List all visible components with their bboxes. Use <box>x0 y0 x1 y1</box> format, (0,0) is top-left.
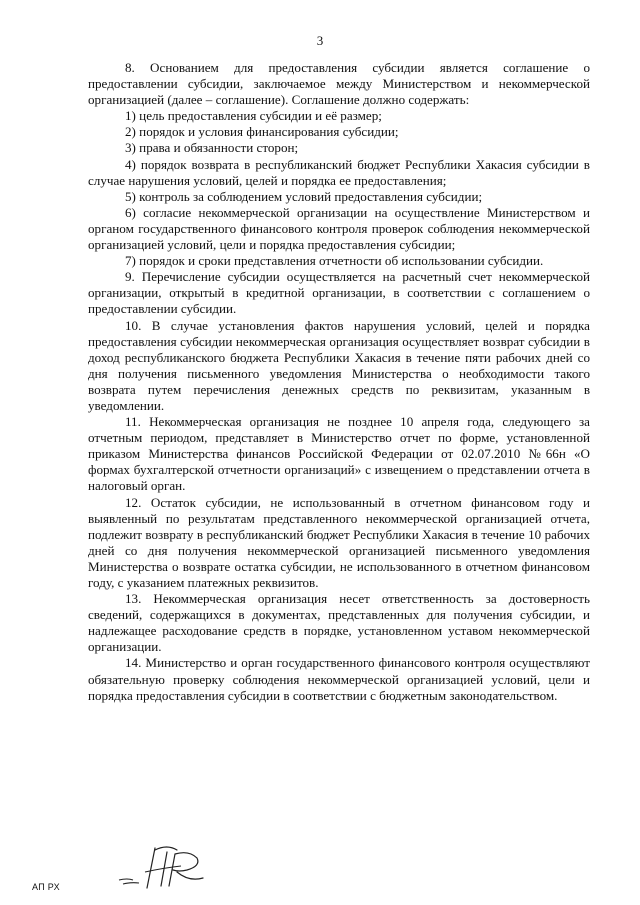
paragraph-13: 13. Некоммерческая организация несет ответственность за достоверность сведений, содержащихся в документах, представленных для получения субсидии, и надлежащее расходование средств в порядке, установленном уставом некоммерческой организации. <box>88 591 590 655</box>
handwritten-signature <box>117 842 217 892</box>
footer-code: АП РХ <box>32 882 60 892</box>
paragraph-12: 12. Остаток субсидии, не использованный в отчетном финансовом году и выявленный по результатам представленного некоммерческой организацией отчета, подлежит возврату в республиканский бюджет Республики Хакасия в течение 10 рабочих дней со дня получения некоммерческой организацией письменного уведомления Министерства о возврате остатка субсидии, не использованного в отчетном финансовом году, с указанием платежных реквизитов. <box>88 494 590 590</box>
paragraph-8-item-6: 6) согласие некоммерческой организации на осуществление Министерством и органом государственного финансового контроля проверок соблюдения некоммерческой организацией условий, цели и порядка предоставления субсидии; <box>88 204 590 253</box>
paragraph-8-item-1: 1) цель предоставления субсидии и её размер; <box>125 108 382 124</box>
paragraph-9: 9. Перечисление субсидии осуществляется на расчетный счет некоммерческой организации, открытый в кредитной организации, в соответствии с соглашением о предоставлении субсидии. <box>88 269 590 317</box>
paragraph-11: 11. Некоммерческая организация не позднее 10 апреля года, следующего за отчетным периодом, представляет в Министерство отчет по форме, установленной приказом Министерства финансов Российской Федерации от 02.07.2010 №66н «О формах бухгалтерской отчетности организаций» с извещением о представлении отчета в налоговый орган. <box>88 414 590 494</box>
paragraph-8-item-7: 7) порядок и сроки представления отчетности об использовании субсидии. <box>125 253 544 269</box>
paragraph-8: 8. Основанием для предоставления субсидии является соглашение о предоставлении субсидии, заключаемое между Министерством и некоммерческой организацией (далее – соглашение). Соглашение должно содержать: <box>88 60 590 108</box>
paragraph-8-item-2: 2) порядок и условия финансирования субсидии; <box>125 124 399 140</box>
page-number: 3 <box>316 33 324 48</box>
document-body <box>88 60 590 704</box>
paragraph-10: 10. В случае установления фактов нарушения условий, целей и порядка предоставления субсидии некоммерческая организация осуществляет возврат субсидии в доход республиканского бюджета Республики Хакасия в течение пяти рабочих дней со дня получения письменного уведомления Министерства о необходимости такого возврата путем перечисления денежных средств по реквизитам, указанным в уведомлении. <box>88 317 590 413</box>
paragraph-8-item-4: 4) порядок возврата в республиканский бюджет Республики Хакасия субсидии в случае нарушения условий, целей и порядка ее предоставления; <box>88 156 590 188</box>
paragraph-8-item-3: 3) права и обязанности сторон; <box>125 140 299 156</box>
paragraph-14: 14. Министерство и орган государственного финансового контроля осуществляют обязательную проверку соблюдения некоммерческой организацией условий, цели и порядка предоставления субсидии в соответствии с бюджетным законодательством. <box>88 655 590 703</box>
paragraph-8-item-5: 5) контроль за соблюдением условий предоставления субсидии; <box>125 188 483 204</box>
